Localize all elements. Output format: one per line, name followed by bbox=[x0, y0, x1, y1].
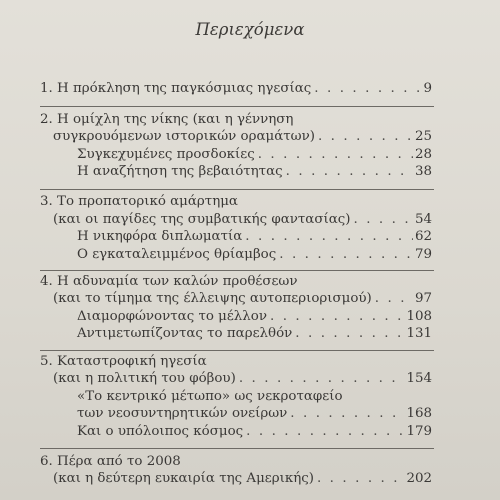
leader-dots bbox=[375, 290, 413, 307]
page-number: 62 bbox=[414, 229, 432, 244]
chapter-title: 1. Η πρόκληση της παγκόσμιας ηγεσίας bbox=[40, 81, 312, 96]
chapter-title: 3. Το προπατορικό αμάρτημα bbox=[40, 194, 238, 209]
leader-dots bbox=[295, 325, 404, 342]
page-number: 168 bbox=[406, 406, 432, 421]
chapter-divider bbox=[40, 270, 434, 271]
page-number: 9 bbox=[423, 81, 432, 96]
section-title-continued: των νεοσυντηρητικών ονείρων bbox=[77, 406, 288, 421]
page-number: 38 bbox=[414, 164, 432, 179]
toc-section[interactable] bbox=[77, 163, 432, 180]
toc-chapter-4[interactable] bbox=[53, 290, 432, 307]
section-title: «Το κεντρικό μέτωπο» ως νεκροταφείο bbox=[77, 389, 343, 404]
chapter-title: 5. Καταστροφική ηγεσία bbox=[40, 354, 207, 369]
section-title: Συγκεχυμένες προσδοκίες bbox=[77, 147, 255, 162]
chapter-title: 2. Η ομίχλη της νίκης (και η γέννηση bbox=[40, 112, 294, 127]
leader-dots bbox=[286, 163, 413, 180]
toc-chapter-3[interactable] bbox=[53, 211, 432, 228]
page-number: 131 bbox=[406, 326, 432, 341]
leader-dots bbox=[246, 423, 404, 440]
toc-chapter-1[interactable] bbox=[40, 80, 432, 97]
chapter-title: 4. Η αδυναμία των καλών προθέσεων bbox=[40, 274, 298, 289]
leader-dots bbox=[314, 80, 421, 97]
leader-dots bbox=[239, 370, 405, 387]
section-title: Η νικηφόρα διπλωματία bbox=[77, 229, 243, 244]
leader-dots bbox=[245, 228, 413, 245]
toc-section[interactable] bbox=[77, 146, 432, 163]
toc-section[interactable] bbox=[77, 325, 432, 342]
page-number: 108 bbox=[406, 309, 432, 324]
leader-dots bbox=[318, 128, 413, 145]
chapter-divider bbox=[40, 189, 434, 190]
section-title: Ο εγκαταλειμμένος θρίαμβος bbox=[77, 247, 277, 262]
chapter-subtitle: (και οι παγίδες της συμβατικής φαντασίας) bbox=[53, 212, 351, 227]
leader-dots bbox=[354, 211, 413, 228]
chapter-divider bbox=[40, 350, 434, 351]
leader-dots bbox=[258, 146, 413, 163]
page-number: 79 bbox=[414, 247, 432, 262]
page-number: 179 bbox=[406, 424, 432, 439]
toc-section[interactable] bbox=[77, 405, 432, 422]
chapter-divider bbox=[40, 448, 434, 449]
leader-dots bbox=[317, 470, 404, 487]
leader-dots bbox=[270, 308, 404, 325]
section-title: Και ο υπόλοιπος κόσμος bbox=[77, 424, 244, 439]
page-number: 154 bbox=[406, 371, 432, 386]
section-title: Αντιμετωπίζοντας το παρελθόν bbox=[77, 326, 293, 341]
chapter-subtitle: (και η δεύτερη ευκαιρία της Αμερικής) bbox=[53, 471, 314, 486]
page-number: 28 bbox=[414, 147, 432, 162]
page-number: 25 bbox=[414, 129, 432, 144]
toc-section[interactable] bbox=[77, 423, 432, 440]
leader-dots bbox=[290, 405, 404, 422]
chapter-subtitle: (και το τίμημα της έλλειψης αυτοπεριορισμού) bbox=[53, 291, 372, 306]
page-number: 97 bbox=[414, 291, 432, 306]
page-number: 202 bbox=[406, 471, 432, 486]
chapter-subtitle: συγκρουόμενων ιστορικών οραμάτων) bbox=[53, 129, 315, 144]
toc-chapter-6[interactable] bbox=[53, 470, 432, 487]
toc-chapter-5[interactable] bbox=[53, 370, 432, 387]
chapter-subtitle: (και η πολιτική του φόβου) bbox=[53, 371, 236, 386]
section-title: Η αναζήτηση της βεβαιότητας bbox=[77, 164, 283, 179]
section-title: Διαμορφώνοντας το μέλλον bbox=[77, 309, 267, 324]
leader-dots bbox=[279, 246, 413, 263]
toc-section[interactable] bbox=[77, 228, 432, 245]
page-title: Περιεχόμενα bbox=[195, 20, 305, 39]
page-number: 54 bbox=[414, 212, 432, 227]
toc-chapter-2[interactable] bbox=[53, 128, 432, 145]
chapter-title: 6. Πέρα από το 2008 bbox=[40, 454, 181, 469]
toc-section[interactable] bbox=[77, 246, 432, 263]
toc-section[interactable] bbox=[77, 308, 432, 325]
chapter-divider bbox=[40, 106, 434, 107]
